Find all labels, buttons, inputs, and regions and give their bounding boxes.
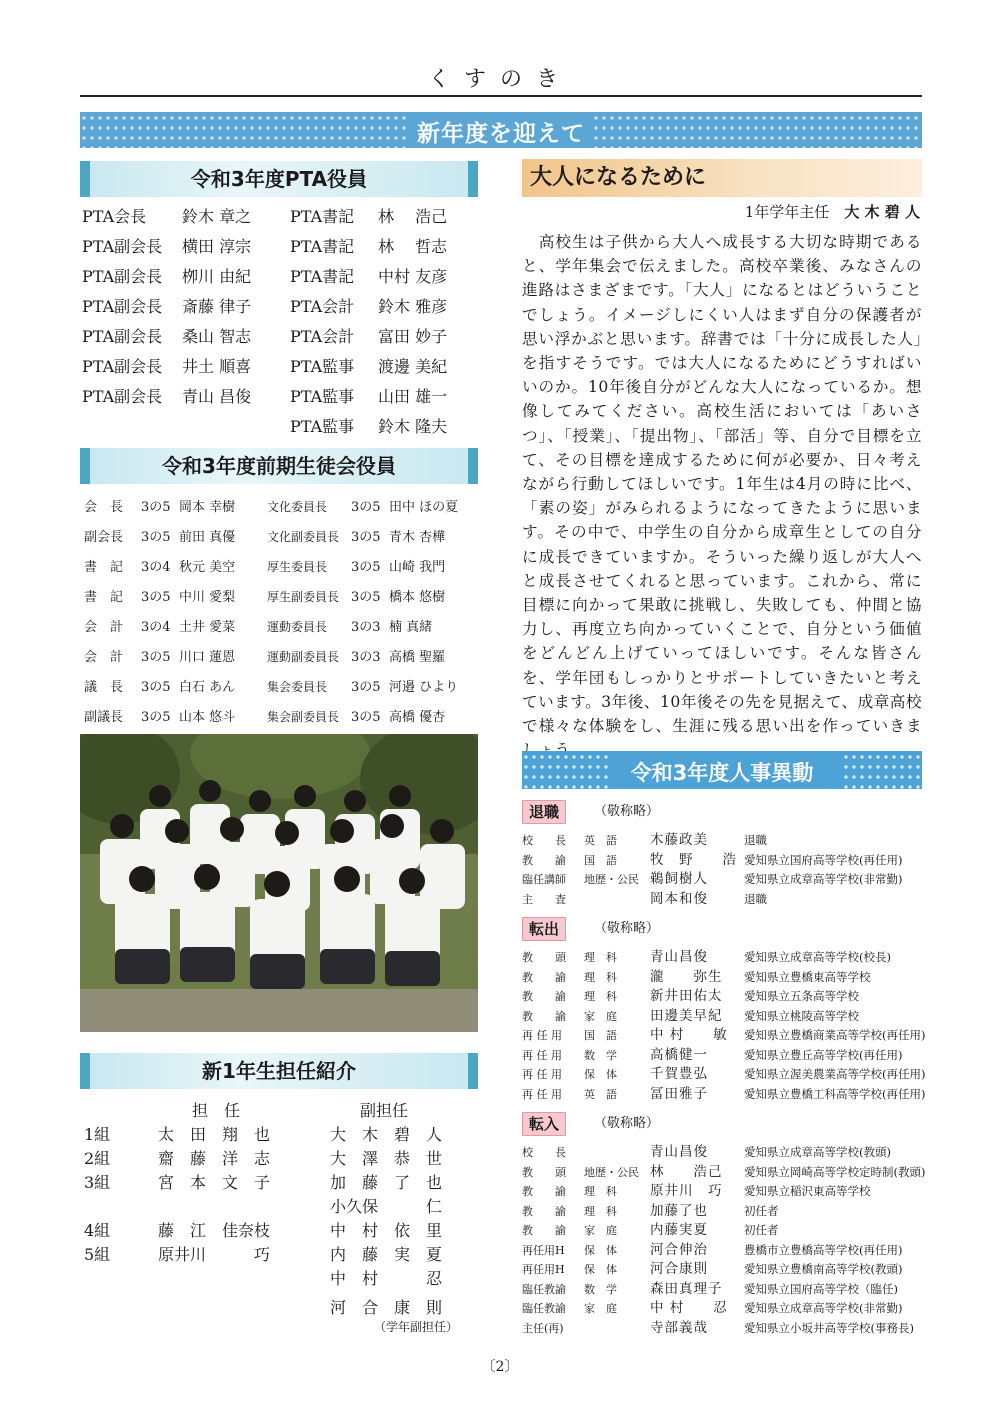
personnel-group-label: 退職 [522,800,566,824]
position-label: 臨任教諭 [522,1282,566,1296]
destination: 愛知県立成章高等学校(非常勤) [744,872,903,886]
person-name: 内藤実夏 [650,1222,708,1238]
subject-label: 地歴・公民 [584,1165,639,1179]
personnel-row [522,968,871,988]
teacher-table [84,1123,464,1293]
position-label: 再 任 用 [522,1068,562,1081]
essay-title: 大人になるために [530,165,707,190]
subject-label: 国 語 [584,853,617,867]
pta-row [82,382,292,412]
council-name: 青木 杏樺 [389,530,446,545]
pta-name: 富田 妙子 [378,327,448,346]
council-row [84,492,484,522]
council-table [84,492,484,732]
personnel-group-label: 転入 [522,1112,566,1136]
personnel-row [522,987,859,1007]
position-label: 教 頭 [522,951,566,964]
pta-role: PTA会長 [82,207,147,226]
person-name: 原井川 巧 [650,1183,723,1199]
pta-role: PTA書記 [290,267,355,286]
personnel-row [522,831,767,851]
homeroom-teacher: 齋 藤 洋 志 [158,1149,271,1168]
subject-label: 理 科 [584,970,617,984]
homeroom-teacher: 原井川 巧 [158,1245,271,1264]
council-class: 3の3 [351,620,381,635]
author-name: 大 木 碧 人 [844,203,920,221]
honorific-note: （敬称略） [594,1116,660,1131]
assistant-teacher: 中 村 忍 [330,1269,443,1288]
personnel-row [522,1299,902,1319]
pta-title: 令和3年度PTA役員 [190,167,368,191]
subject-label: 家 庭 [584,1302,617,1315]
position-label: 再 任 用 [522,1087,562,1101]
assistant-teacher: 小久保 仁 [330,1197,443,1216]
pta-row [290,202,480,232]
position-label: 再任用H [522,1263,565,1276]
council-role: 副議長 [84,710,124,725]
person-name: 河合康則 [650,1261,708,1277]
council-row [84,582,484,612]
page-number: 〔2〕 [481,1359,519,1375]
personnel-row [522,1026,925,1046]
personnel-title: 令和3年度人事異動 [630,761,814,785]
destination: 愛知県立渥美農業高等学校(再任用) [744,1067,926,1081]
position-label: 教 諭 [522,1009,566,1023]
assistant-teacher: 大 木 碧 人 [330,1125,443,1144]
pta-role: PTA副会長 [82,327,163,346]
pta-name: 中村 友彦 [378,267,448,286]
assistant-teacher: 内 藤 実 夏 [330,1245,443,1264]
pta-row [290,232,480,262]
council-class: 3の5 [351,500,381,515]
position-label: 臨任講師 [522,873,566,886]
person-name: 高橋健一 [650,1046,708,1063]
destination: 愛知県立豊丘高等学校(再任用) [744,1047,903,1062]
council-class: 3の5 [351,590,381,605]
position-label: 教 諭 [522,1204,566,1218]
council-class: 3の4 [141,560,171,575]
personnel-row [522,851,902,871]
council-role: 議 長 [84,680,124,695]
personnel-row [522,1260,902,1280]
council-role: 会 計 [84,620,124,635]
class-label: 2組 [84,1149,111,1168]
council-name: 河邉 ひより [389,680,459,695]
personnel-row [522,1163,925,1183]
pta-role: PTA監事 [290,357,355,376]
position-label: 教 諭 [522,1224,566,1237]
council-row [84,642,484,672]
destination: 愛知県立豊橋東高等学校 [744,969,871,984]
destination: 初任者 [744,1203,779,1218]
personnel-row [522,890,767,910]
pta-name: 青山 昌俊 [182,387,252,406]
council-role: 厚生委員長 [267,560,328,574]
homeroom-teacher: 太 田 翔 也 [158,1125,271,1144]
personnel-group-label: 転出 [522,917,566,941]
teacher-row [84,1267,464,1290]
pta-role: PTA会計 [290,297,355,316]
pta-row [82,202,292,232]
person-name: 青山昌俊 [650,1144,708,1160]
council-name: 山本 悠斗 [179,710,236,725]
pta-row [290,292,480,322]
pta-name: 林 浩己 [378,207,448,226]
pta-row [82,352,292,382]
council-name: 田中 ほの夏 [389,500,459,515]
council-name: 橋本 悠樹 [389,590,446,605]
pta-name: 桑山 智志 [182,327,252,346]
council-role: 副会長 [84,530,124,545]
subject-label: 保 体 [584,1068,617,1081]
personnel-row [522,948,891,968]
destination: 豊橋市立豊橋高等学校(再任用) [744,1242,903,1257]
council-class: 3の3 [351,650,381,665]
assistant-teacher: 大 澤 恭 世 [330,1149,443,1168]
person-name: 森田真理子 [650,1280,723,1297]
destination: 愛知県立国府高等学校(再任用) [744,852,903,867]
person-name: 瀧 弥生 [650,968,723,985]
teacher-row [84,1123,464,1146]
destination: 愛知県立五条高等学校 [744,989,859,1003]
subject-label: 理 科 [584,1204,617,1218]
person-name: 中 村 忍 [650,1300,728,1316]
person-name: 鵜飼樹人 [650,871,708,887]
essay-header [522,159,922,197]
pta-row [82,322,292,352]
subject-label: 理 科 [584,951,617,964]
personnel-row [522,1085,925,1105]
pta-name: 鈴木 章之 [182,207,252,226]
class-label: 1組 [84,1125,111,1144]
council-role: 運動委員長 [267,620,328,634]
banner-title: 新年度を迎えて [417,121,585,147]
subject-label: 理 科 [584,990,617,1003]
subject-label: 家 庭 [584,1009,617,1023]
council-name: 楠 真緒 [389,620,433,635]
position-label: 校 長 [522,1146,566,1159]
council-name: 川口 蓮恩 [179,650,236,665]
person-name: 新井田佑太 [650,988,723,1004]
homeroom-header: 担 任 [192,1101,241,1120]
pta-row [290,262,480,292]
pta-role: PTA副会長 [82,357,163,376]
council-name: 高橋 聖羅 [389,650,446,665]
destination: 愛知県立国府高等学校（臨任) [744,1281,898,1296]
pta-name: 山田 雄一 [378,387,448,406]
pta-role: PTA書記 [290,237,355,256]
council-name: 前田 真優 [179,530,236,545]
pta-role: PTA書記 [290,207,355,226]
pta-role: PTA副会長 [82,237,163,256]
personnel-row [522,1241,902,1261]
position-label: 教 諭 [522,970,566,984]
author-role: 1年学年主任 [744,203,830,221]
pta-role: PTA監事 [290,387,355,406]
subject-label: 数 学 [584,1048,617,1062]
council-name: 土井 愛菜 [179,620,236,635]
council-name: 秋元 美空 [179,560,236,575]
subject-label: 英 語 [584,1087,617,1101]
person-name: 木藤政美 [650,832,708,848]
council-section-header [80,448,478,484]
subject-label: 国 語 [584,1029,617,1042]
honorific-note: （敬称略） [594,804,660,819]
council-role: 会 計 [84,650,124,665]
council-class: 3の5 [141,530,171,545]
position-label: 教 諭 [522,853,566,867]
personnel-row [522,1182,871,1202]
destination: 愛知県立豊橋南高等学校(教頭) [744,1262,903,1276]
subject-label: 家 庭 [584,1224,617,1237]
honorific-note: （敬称略） [594,921,660,936]
council-role: 会 長 [84,500,124,515]
pta-name: 鈴木 隆夫 [378,417,448,436]
council-class: 3の5 [141,500,171,515]
personnel-row [522,870,902,890]
pta-name: 横田 淳宗 [182,237,252,256]
destination: 愛知県立成章高等学校(教頭) [744,1145,891,1159]
pta-name: 林 哲志 [378,237,448,256]
person-name: 寺部義哉 [650,1319,708,1336]
person-name: 青山昌俊 [650,949,708,965]
teacher-row [84,1171,464,1194]
subject-label: 地歴・公民 [584,873,639,886]
council-role: 運動副委員長 [267,650,340,664]
person-name: 加藤了也 [650,1202,708,1219]
pta-role: PTA副会長 [82,387,163,406]
subject-label: 保 体 [584,1243,617,1257]
grade-assistant-note: （学年副担任） [374,1320,459,1334]
assistant-teacher: 加 藤 了 也 [330,1173,443,1192]
person-name: 岡本和俊 [650,890,708,907]
pta-name: 鈴木 雅彦 [378,297,448,316]
class-label: 5組 [84,1245,111,1264]
pta-row [290,412,480,442]
council-row [84,612,484,642]
destination: 初任者 [744,1223,779,1237]
council-role: 文化副委員長 [267,530,340,544]
council-class: 3の5 [141,590,171,605]
pta-row [290,382,480,412]
council-name: 白石 あん [179,680,236,695]
person-name: 林 浩己 [650,1163,723,1180]
pta-row [82,262,292,292]
feature-banner [80,112,922,148]
person-name: 中 村 敏 [650,1027,728,1043]
person-name: 千賀豊弘 [650,1066,708,1082]
council-role: 集会委員長 [267,680,328,694]
grade-assistant-name: 河 合 康 則 [330,1298,443,1317]
pta-list-right [290,202,480,442]
destination: 愛知県立成章高等学校(校長) [744,950,891,964]
council-name: 岡本 幸樹 [179,500,236,515]
destination: 愛知県立稲沢東高等学校 [744,1184,871,1198]
pta-name: 斎藤 律子 [182,297,252,316]
pta-name: 栁川 由紀 [182,267,252,286]
header-divider [80,95,922,97]
pta-name: 渡邊 美紀 [378,357,448,376]
subject-label: 数 学 [584,1282,617,1296]
council-row [84,702,484,732]
essay-author [522,201,920,222]
homeroom-teacher: 宮 本 文 子 [158,1173,271,1192]
pta-role: PTA副会長 [82,267,163,286]
position-label: 臨任教諭 [522,1302,566,1315]
council-class: 3の5 [351,530,381,545]
teachers-title: 新1年生担任紹介 [202,1059,356,1083]
person-name: 牧 野 浩 [650,851,737,868]
assistant-teacher: 中 村 依 里 [330,1221,443,1240]
destination: 退職 [744,891,767,906]
pta-row [290,322,480,352]
class-photo [80,734,478,1032]
council-role: 書 記 [84,590,124,605]
council-class: 3の5 [351,680,381,695]
subject-label: 保 体 [584,1263,617,1276]
council-row [84,552,484,582]
personnel-row [522,1202,779,1222]
council-row [84,672,484,702]
destination: 愛知県立小坂井高等学校(事務長) [744,1320,914,1335]
destination: 愛知県立豊橋商業高等学校(再任用) [744,1028,926,1042]
person-name: 冨田雅子 [650,1085,708,1102]
council-name: 中川 愛梨 [179,590,236,605]
person-name: 田邊美早紀 [650,1007,723,1024]
position-label: 主任(再) [522,1321,564,1335]
teacher-row [84,1219,464,1242]
essay-body: 高校生は子供から大人へ成長する大切な時期であると、学年集会で伝えました。高校卒業後、みなさんの進路はさまざまです。「大人」になるとはどういうことでしょう。イメージしにくい人はまず自分の保護者が思い浮かぶと思います。辞書では「十分に成長した人」を指すそうです。では大人になるためにどうすればいいのか。10年後自分がどんな大人になっているか。想像してみてください。高校生活においては「あいさつ」、「授業」、「提出物」、「部活」等、自分で目標を立て、その目標を達成するために何が必要か、日々考えながら行動してほしいです。1年生は4月の時に比べ、「素の姿」がみられるようになってきたように思います。その中で、中学生の自分から成章生としての自分に成長できていますか。そういった繰り返しが大人へと成長させてくれると思っています。これから、常に目標に向かって果敢に挑戦し、失敗しても、仲間と協力し、再度立ち向かっていくことで、自分という価値をどんどん上げていってほしいです。そんな皆さんを、学年団もしっかりとサポートしていきたいと考えています。3年後、10年後その先を見据えて、成章高校で様々な体験をし、生涯に残る思い出を作っていきま [522,233,922,736]
personnel-row [522,1046,902,1066]
subject-label: 英 語 [584,834,617,847]
position-label: 教 諭 [522,990,566,1003]
pta-row [82,292,292,322]
council-role: 厚生副委員長 [267,590,340,604]
position-label: 教 諭 [522,1185,566,1198]
teachers-section-header [80,1053,478,1089]
destination: 愛知県立岡崎高等学校定時制(教頭) [744,1164,926,1179]
group-photo-illustration [80,734,478,1032]
council-class: 3の4 [141,620,171,635]
pta-list-left [82,202,292,412]
personnel-row [522,1007,859,1027]
council-class: 3の5 [351,560,381,575]
pta-name: 井土 順喜 [182,357,252,376]
destination: 愛知県立桃陵高等学校 [744,1008,859,1023]
destination: 退職 [744,833,767,847]
teacher-row [84,1147,464,1170]
teacher-row [84,1243,464,1266]
personnel-row [522,1221,779,1241]
personnel-row [522,1280,898,1300]
personnel-row [522,1143,891,1163]
council-class: 3の5 [351,710,381,725]
personnel-banner [522,751,922,789]
council-class: 3の5 [141,680,171,695]
assistant-header: 副担任 [360,1101,409,1120]
pta-role: PTA会計 [290,327,355,346]
destination: 愛知県立豊橋工科高等学校(再任用) [744,1086,926,1101]
position-label: 教 頭 [522,1165,566,1179]
person-name: 河合伸治 [650,1241,708,1258]
council-class: 3の5 [141,650,171,665]
personnel-row [522,1319,914,1339]
council-name: 山崎 我門 [389,560,446,575]
council-name: 高橋 優杏 [389,710,446,725]
pta-role: PTA監事 [290,417,355,436]
position-label: 校 長 [522,834,566,847]
council-title: 令和3年度前期生徒会役員 [162,454,396,478]
personnel-row [522,1065,925,1085]
subject-label: 理 科 [584,1185,617,1198]
teacher-row [84,1195,464,1218]
pta-row [290,352,480,382]
council-role: 書 記 [84,560,124,575]
pta-section-header [80,161,478,197]
position-label: 再 任 用 [522,1029,562,1042]
destination: 愛知県立成章高等学校(非常勤) [744,1301,903,1315]
class-label: 3組 [84,1173,111,1192]
position-label: 再任用H [522,1243,565,1257]
council-role: 集会副委員長 [267,710,340,724]
homeroom-teacher: 藤 江 佳奈枝 [158,1221,271,1240]
council-class: 3の5 [141,710,171,725]
position-label: 主 査 [522,892,566,906]
class-label: 4組 [84,1221,111,1240]
pta-role: PTA副会長 [82,297,163,316]
position-label: 再 任 用 [522,1048,562,1062]
pta-row [82,232,292,262]
council-role: 文化委員長 [267,500,328,514]
council-row [84,522,484,552]
newsletter-title: くすのき [427,67,572,92]
